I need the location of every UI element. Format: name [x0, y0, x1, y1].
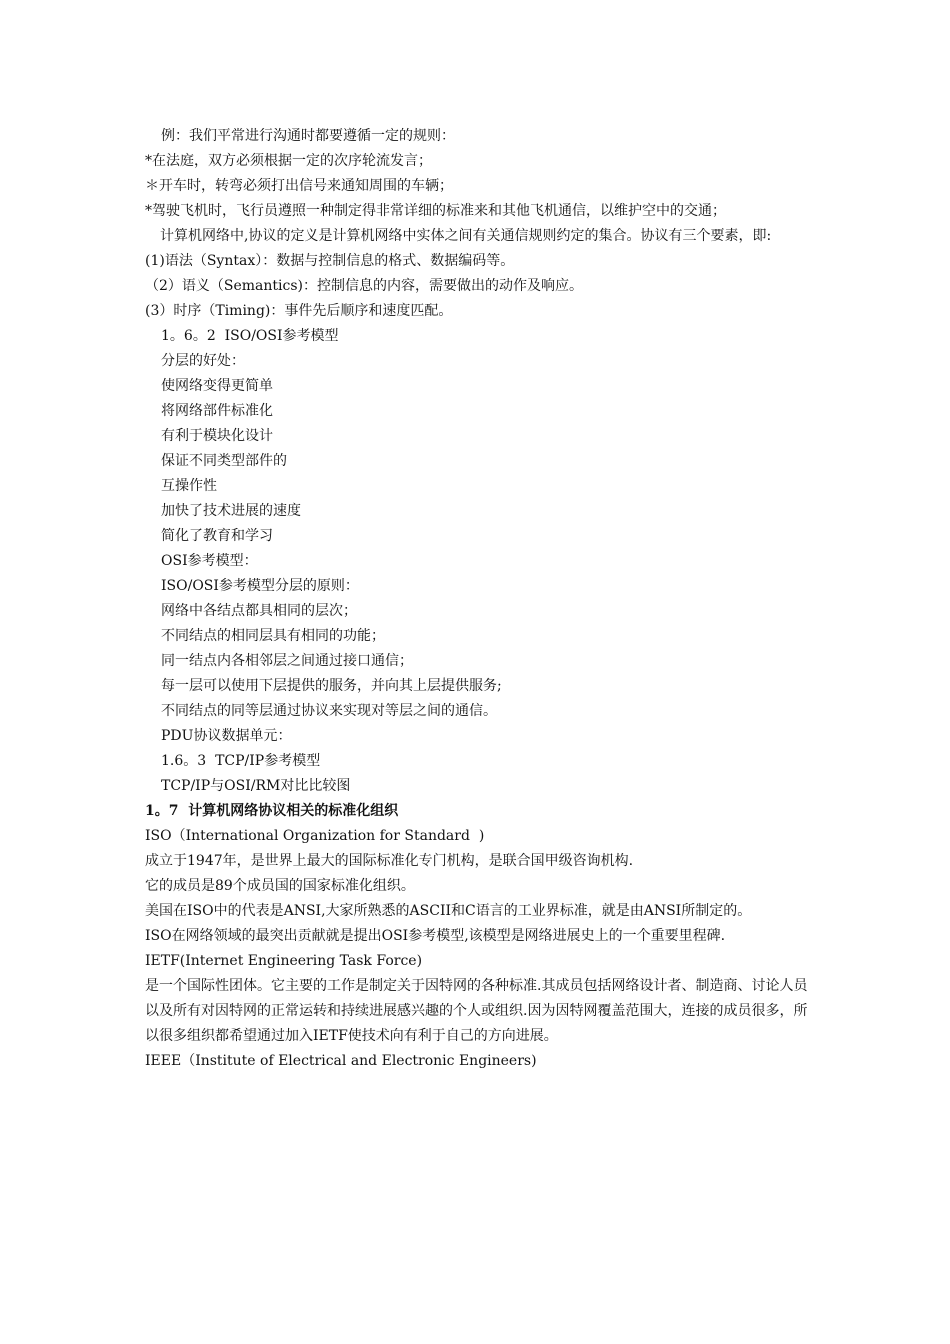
- text-line: 1.6。3 TCP/IP参考模型: [161, 753, 321, 769]
- text-line: IEEE（Institute of Electrical and Electronic Engineers): [145, 1053, 537, 1069]
- text-line: 加快了技术进展的速度: [161, 503, 301, 519]
- text-line: TCP/IP与OSI/RM对比比较图: [161, 778, 351, 794]
- text-line: 不同结点的同等层通过协议来实现对等层之间的通信。: [161, 703, 497, 719]
- text-line: 简化了教育和学习: [161, 528, 273, 544]
- text-line: 同一结点内各相邻层之间通过接口通信；: [161, 653, 413, 669]
- text-line: 1。6。2 ISO/OSI参考模型: [161, 328, 339, 344]
- text-line: 互操作性: [161, 478, 217, 494]
- text-line: 使网络变得更简单: [161, 378, 273, 394]
- text-line: 网络中各结点都具相同的层次；: [161, 603, 357, 619]
- text-line: 不同结点的相同层具有相同的功能；: [161, 628, 385, 644]
- text-line: ISO（International Organization for Standard ): [145, 828, 485, 844]
- text-line: 计算机网络中,协议的定义是计算机网络中实体之间有关通信规则约定的集合。协议有三个要素，即:: [160, 228, 772, 244]
- text-line: ＊开车时，转弯必须打出信号来通知周围的车辆；: [145, 178, 453, 194]
- text-line: 有利于模块化设计: [161, 428, 273, 444]
- text-line: 它的成员是89个成员国的国家标准化组织。: [145, 878, 415, 894]
- text-line: 分层的好处：: [161, 353, 245, 369]
- text-line: 将网络部件标准化: [161, 403, 273, 419]
- text-line: PDU协议数据单元：: [161, 728, 292, 744]
- text-line: IETF(Internet Engineering Task Force): [145, 953, 423, 969]
- document-body: [145, 124, 815, 1074]
- text-line: ISO/OSI参考模型分层的原则：: [161, 578, 359, 594]
- text-line: (3）时序（Timing)：事件先后顺序和速度匹配。: [145, 303, 453, 319]
- text-line: 例：我们平常进行沟通时都要遵循一定的规则：: [161, 128, 455, 144]
- text-line: ISO在网络领域的最突出贡献就是提出OSI参考模型,该模型是网络进展史上的一个重要里程碑.: [145, 928, 726, 944]
- text-line: （2）语义（Semantics)：控制信息的内容，需要做出的动作及响应。: [145, 278, 584, 294]
- text-line: 美国在ISO中的代表是ANSI,大家所熟悉的ASCII和C语言的工业界标准，就是由ANSI所制定的。: [145, 903, 752, 919]
- text-line: (1)语法（Syntax）：数据与控制信息的格式、数据编码等。: [145, 253, 515, 269]
- text-line: *驾驶飞机时，飞行员遵照一种制定得非常详细的标准来和其他飞机通信，以维护空中的交通；: [145, 203, 726, 219]
- text-line: 每一层可以使用下层提供的服务，并向其上层提供服务;: [161, 678, 502, 694]
- text-line: 保证不同类型部件的: [161, 453, 287, 469]
- text-line: *在法庭，双方必须根据一定的次序轮流发言；: [145, 153, 432, 169]
- text-line: OSI参考模型：: [161, 553, 258, 569]
- text-line: 是一个国际性团体。它主要的工作是制定关于因特网的各种标准.其成员包括网络设计者、制造商、讨论人员以及所有对因特网的正常运转和持续进展感兴趣的个人或组织.因为因特网覆盖范围大，连接的成员很多，所以很多组织都希望通过加入IETF使技术向有利于自己的方向进展。: [145, 978, 808, 1044]
- text-line: 成立于1947年，是世界上最大的国际标准化专门机构，是联合国甲级咨询机构.: [145, 853, 634, 869]
- section-heading: 1。7 计算机网络协议相关的标准化组织: [145, 803, 399, 819]
